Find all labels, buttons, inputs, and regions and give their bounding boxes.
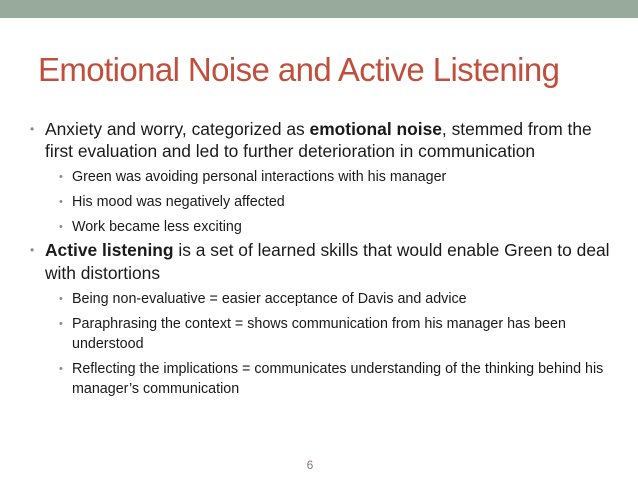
sub-bullet-text: His mood was negatively affected bbox=[72, 194, 285, 211]
bullet-text-post: is a set of learned skills that would enable Green to deal with distortions bbox=[45, 240, 610, 283]
sub-bullet-text: Work became less exciting bbox=[72, 219, 242, 236]
bullet-text-pre: Anxiety and worry, categorized as bbox=[45, 119, 310, 139]
sub-bullet bbox=[30, 217, 610, 237]
sub-bullet-text: Reflecting the implications = communicates understanding of the thinking behind his manager’s communication bbox=[72, 360, 604, 397]
bullet-glyph: • bbox=[59, 221, 63, 234]
bullet-active-listening bbox=[30, 239, 610, 283]
bullet-glyph: • bbox=[59, 292, 63, 305]
top-band bbox=[0, 0, 638, 18]
bullet-glyph: • bbox=[59, 171, 63, 184]
sub-bullet-list bbox=[30, 167, 610, 237]
bullet-text-bold: emotional noise bbox=[309, 119, 442, 139]
sub-bullet-text: Paraphrasing the context = shows communication from his manager has been understood bbox=[72, 315, 566, 352]
bullet-glyph: • bbox=[30, 122, 35, 136]
sub-bullet-list bbox=[30, 289, 610, 399]
bullet-text-post: , stemmed from the first evaluation and led to further deterioration in communication bbox=[45, 119, 592, 162]
sub-bullet bbox=[30, 192, 610, 212]
bullet-glyph: • bbox=[59, 196, 63, 209]
sub-bullet bbox=[30, 167, 610, 187]
bullet-glyph: • bbox=[59, 362, 63, 375]
sub-bullet-text: Green was avoiding personal interactions with his manager bbox=[72, 169, 447, 186]
bullet-text-bold: Active listening bbox=[45, 240, 174, 261]
bullet-glyph: • bbox=[30, 243, 35, 258]
slide-body bbox=[30, 118, 610, 399]
bullet-glyph: • bbox=[59, 317, 63, 330]
sub-bullet bbox=[30, 359, 610, 399]
slide-title: Emotional Noise and Active Listening bbox=[38, 51, 560, 88]
sub-bullet bbox=[30, 289, 610, 309]
bullet-emotional-noise bbox=[30, 118, 610, 162]
sub-bullet-text: Being non-evaluative = easier acceptance of Davis and advice bbox=[72, 290, 467, 307]
page-number: 6 bbox=[306, 458, 314, 472]
sub-bullet bbox=[30, 314, 610, 354]
